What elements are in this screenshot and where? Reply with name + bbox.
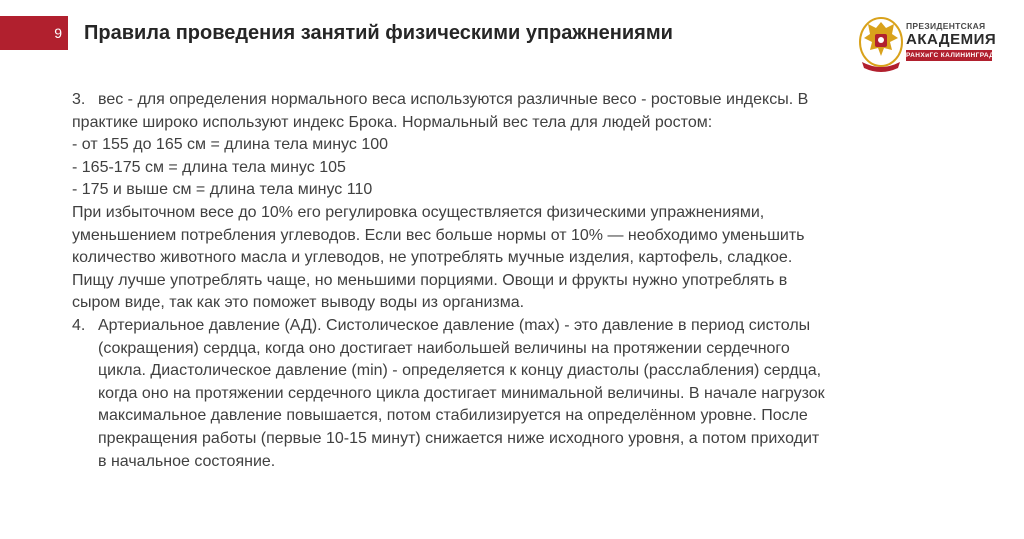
slide-body: [72, 89, 952, 473]
list-item-3: [72, 89, 952, 112]
body-line: практике широко используют индекс Брока. Нормальный вес тела для людей ростом:: [72, 113, 713, 131]
body-line: когда оно на протяжении сердечного цикла достигает минимальной величины. В начале нагрузок: [98, 384, 825, 402]
body-line: - 165-175 см = длина тела минус 105: [72, 158, 346, 176]
eagle-emblem-icon: [858, 14, 904, 76]
logo-line-branch: РАНХиГС КАЛИНИНГРАД: [906, 52, 995, 59]
body-line: сыром виде, так как это поможет выводу воды из организма.: [72, 294, 525, 312]
body-line: (сокращения) сердца, когда оно достигает наибольшей величины на протяжении сердечного: [98, 339, 790, 357]
logo-line-president: ПРЕЗИДЕНТСКАЯ: [906, 21, 986, 31]
body-line: При избыточном весе до 10% его регулировка осуществляется физическими упражнениями,: [72, 203, 765, 221]
slide-number-badge: [0, 16, 68, 50]
body-line: уменьшением потребления углеводов. Если вес больше нормы от 10% — необходимо уменьшить: [72, 226, 805, 244]
body-line: прекращения работы (первые 10-15 минут) снижается ниже исходного уровня, а потом приходит: [98, 429, 820, 447]
academy-logo: [858, 14, 998, 78]
body-line: - от 155 до 165 см = длина тела минус 100: [72, 136, 389, 154]
slide-number: 9: [54, 25, 62, 41]
body-line: вес - для определения нормального веса используются различные весо - ростовые индексы. В: [98, 91, 809, 108]
body-line: количество животного масла и углеводов, не употреблять мучные изделия, картофель, сладкое.: [72, 249, 793, 267]
page-title: Правила проведения занятий физическими упражнениями: [84, 22, 673, 44]
body-line: максимальное давление повышается, потом стабилизируется на определённом уровне. После: [98, 407, 808, 425]
body-line: в начальное состояние.: [98, 452, 276, 470]
logo-line-academy: АКАДЕМИЯ: [906, 31, 997, 48]
list-item-number: 4.: [72, 316, 86, 334]
list-item-4: [72, 315, 952, 473]
body-line: цикла. Диастолическое давление (min) - определяется к концу диастолы (расслабления) сердца,: [98, 362, 822, 380]
body-line: Пищу лучше употреблять чаще, но меньшими порциями. Овощи и фрукты нужно употреблять в: [72, 271, 788, 289]
body-line: - 175 и выше см = длина тела минус 110: [72, 181, 373, 199]
body-line: Артериальное давление (АД). Систолическое давление (max) - это давление в период систолы: [98, 316, 811, 334]
list-item-number: 3.: [72, 91, 86, 108]
